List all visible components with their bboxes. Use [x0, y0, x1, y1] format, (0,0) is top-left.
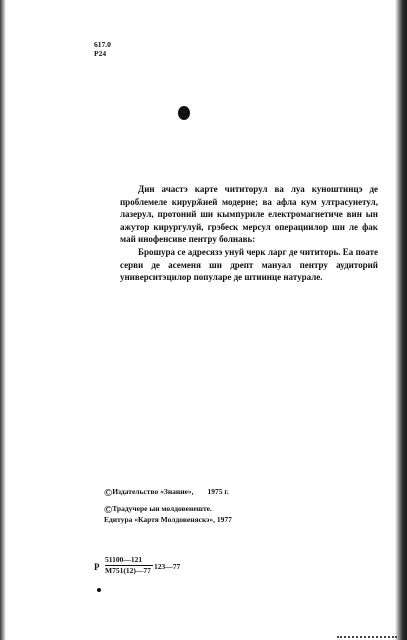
- book-annotation: [120, 183, 378, 284]
- page-left-edge: [0, 0, 6, 640]
- index-letter: Р: [94, 562, 100, 572]
- original-publisher: Издательство «Знание»,: [112, 487, 194, 496]
- udc-code: 617.0: [94, 40, 111, 49]
- index-denominator: М751(12)—77: [105, 566, 151, 575]
- copyright-symbol: ©: [104, 487, 113, 499]
- moldovan-publisher: Едитура «Картя Молдовеняскэ», 1977: [104, 515, 232, 524]
- author-mark: Р24: [94, 49, 107, 58]
- translation-line: [104, 504, 232, 515]
- annotation-paragraph-2: Брошура се адресязэ унуй черк ларг де чититорь. Еа поате серви де асеменя ши дрепт мануал пентру аудиторий университэцилор популаре де штиинце натурале.: [120, 246, 378, 283]
- index-fraction: [105, 556, 153, 575]
- scan-bottom-mark: [337, 630, 397, 638]
- annotation-paragraph-1: Дин ачастэ карте чититорул ва луа куноштинцэ де проблемеле кирурӂией модерне; ва афла кум ултрасунетул, лазерул, протоний ши кымпуриле електромагнетиче вин ын ажутор кирургулуй, грэбеск мерсул операциилор ши ле фак май инофенсиве пентру болнавь:: [120, 184, 378, 245]
- original-publisher-line: [104, 487, 232, 498]
- small-ink-dot: [97, 588, 101, 592]
- index-suffix: 123—77: [154, 562, 181, 571]
- publisher-block: [104, 487, 232, 525]
- copyright-symbol: ©: [104, 504, 113, 516]
- original-year: 1975 г.: [207, 487, 229, 496]
- library-classification: [94, 40, 111, 58]
- translation-note: Традучере ын молдовенеште.: [112, 504, 212, 513]
- ink-dot: [178, 106, 190, 120]
- page-right-edge: [395, 0, 407, 640]
- index-numerator: 51100—121: [105, 555, 143, 564]
